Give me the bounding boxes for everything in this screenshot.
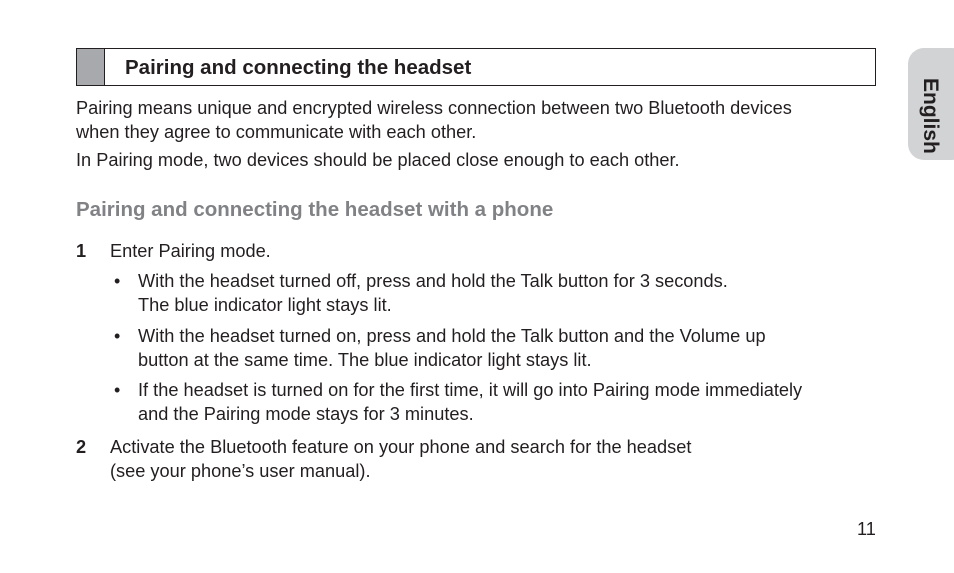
step-number: 1 [76, 241, 87, 261]
intro-line-2: when they agree to communicate with each other. [76, 122, 477, 142]
step-number: 2 [76, 437, 87, 457]
bullet-line: If the headset is turned on for the first time, it will go into Pairing mode immediately [138, 380, 803, 400]
bullet-line: With the headset turned on, press and hold the Talk button and the Volume up [138, 326, 766, 346]
bullet-line: button at the same time. The blue indicator light stays lit. [138, 350, 592, 370]
bullet-marker: • [114, 326, 121, 346]
step-text: Activate the Bluetooth feature on your phone and search for the headset [110, 437, 692, 457]
step-text: (see your phone’s user manual). [110, 461, 371, 481]
intro-line-3: In Pairing mode, two devices should be placed close enough to each other. [76, 150, 680, 170]
step-text: Enter Pairing mode. [110, 241, 271, 261]
page-number: 11 [857, 519, 876, 539]
bullet-marker: • [114, 271, 121, 291]
bullet-marker: • [114, 380, 121, 400]
section-header [76, 48, 876, 86]
bullet-line: and the Pairing mode stays for 3 minutes. [138, 404, 474, 424]
intro-line-1: Pairing means unique and encrypted wireless connection between two Bluetooth devices [76, 98, 792, 118]
section-title: Pairing and connecting the headset [125, 56, 472, 79]
bullet-line: With the headset turned off, press and hold the Talk button for 3 seconds. [138, 271, 728, 291]
bullet-line: The blue indicator light stays lit. [138, 295, 392, 315]
subsection-title: Pairing and connecting the headset with a phone [76, 198, 554, 221]
section-header-bar [77, 49, 105, 85]
language-tab-label: English [919, 78, 942, 154]
